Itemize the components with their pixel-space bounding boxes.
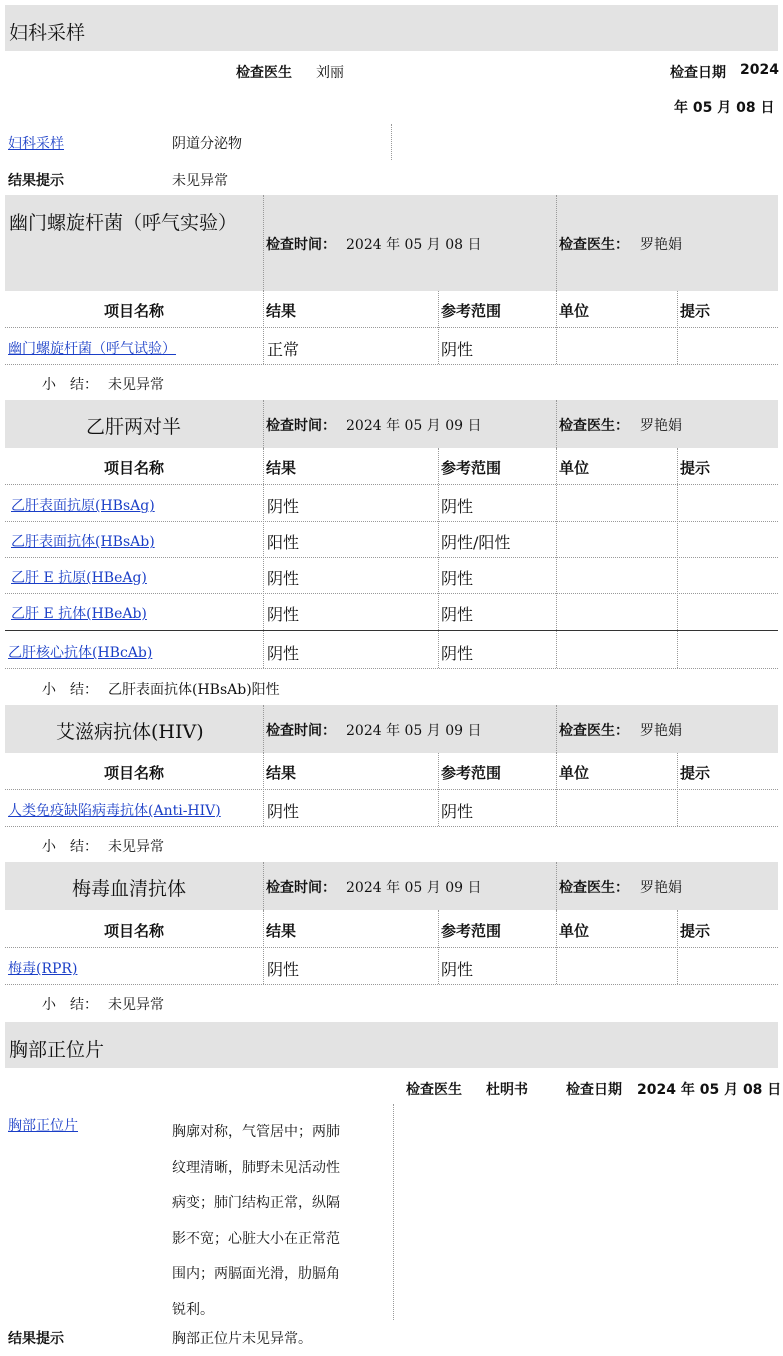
syph-col-div-4 xyxy=(677,910,678,984)
hbv-col-div-2 xyxy=(438,448,439,668)
syph-item-range: 阴性 xyxy=(441,960,474,979)
gyn-section-header xyxy=(5,5,778,51)
hbv-header-divider-2 xyxy=(556,400,557,448)
syph-header-divider-2 xyxy=(556,862,557,910)
chest-desc-line: 锐利。 xyxy=(172,1301,214,1318)
gyn-item-value: 阴道分泌物 xyxy=(172,136,242,152)
hp-col-hint: 提示 xyxy=(680,302,711,320)
hbv-item-hbcab[interactable]: 乙肝核心抗体(HBcAb) xyxy=(8,645,153,661)
hp-col-div-3 xyxy=(556,291,557,364)
hbv-time-label: 检查时间： xyxy=(266,418,336,434)
hp-header-divider-2 xyxy=(556,195,557,291)
hbv-item-hbeag[interactable]: 乙肝 E 抗原(HBeAg) xyxy=(11,570,147,586)
chest-doctor-label: 检查医生 xyxy=(406,1082,462,1098)
syph-row-line-2 xyxy=(5,984,778,985)
hp-doctor-label: 检查医生： xyxy=(559,237,629,253)
hbv-time-value: 2024 年 05 月 09 日 xyxy=(346,418,482,434)
hiv-time-value: 2024 年 05 月 09 日 xyxy=(346,723,482,739)
hiv-time-label: 检查时间： xyxy=(266,723,336,739)
hiv-section-title: 艾滋病抗体(HIV) xyxy=(56,721,204,743)
syph-doctor-label: 检查医生： xyxy=(559,880,629,896)
syph-item-link[interactable]: 梅毒(RPR) xyxy=(8,961,78,977)
hbv-col-div-4 xyxy=(677,448,678,668)
hp-item-link[interactable]: 幽门螺旋杆菌（呼气试验） xyxy=(8,341,176,357)
hbv-range-hbeag: 阴性 xyxy=(441,569,474,588)
gyn-date-rest: 年 05 月 08 日 xyxy=(674,100,775,116)
hbv-col-unit: 单位 xyxy=(559,459,590,477)
hp-time-label: 检查时间： xyxy=(266,237,336,253)
hbv-doctor-name: 罗艳娟 xyxy=(640,418,682,434)
syph-col-div-3 xyxy=(556,910,557,984)
chest-divider xyxy=(393,1104,394,1320)
hiv-col-range: 参考范围 xyxy=(441,764,502,782)
hbv-result-hbsab: 阳性 xyxy=(267,533,300,552)
hiv-item-range: 阴性 xyxy=(441,802,474,821)
hp-time-value: 2024 年 05 月 08 日 xyxy=(346,237,482,253)
syph-doctor-name: 罗艳娟 xyxy=(640,880,682,896)
gyn-section-title: 妇科采样 xyxy=(9,22,86,44)
hp-item-range: 阴性 xyxy=(441,340,474,359)
hiv-col-div-2 xyxy=(438,753,439,826)
syph-time-value: 2024 年 05 月 09 日 xyxy=(346,880,482,896)
hiv-summary-label: 小 结： xyxy=(42,839,98,855)
hp-col-div-4 xyxy=(677,291,678,364)
hp-col-name: 项目名称 xyxy=(104,302,165,320)
hbv-col-div-1 xyxy=(263,448,264,668)
chest-date-label: 检查日期 xyxy=(566,1082,622,1098)
hbv-section-title: 乙肝两对半 xyxy=(86,416,182,438)
hbv-summary-label: 小 结： xyxy=(42,682,98,698)
chest-result-label: 结果提示 xyxy=(8,1331,64,1347)
hiv-header-divider-2 xyxy=(556,705,557,753)
chest-section-header xyxy=(5,1022,778,1068)
hiv-doctor-label: 检查医生： xyxy=(559,723,629,739)
hbv-col-div-3 xyxy=(556,448,557,668)
hbv-header-divider xyxy=(263,400,264,448)
hiv-header-divider xyxy=(263,705,264,753)
syph-col-range: 参考范围 xyxy=(441,922,502,940)
hiv-summary-value: 未见异常 xyxy=(108,839,164,855)
hp-col-result: 结果 xyxy=(266,302,297,320)
syph-col-div-2 xyxy=(438,910,439,984)
hiv-item-link[interactable]: 人类免疫缺陷病毒抗体(Anti-HIV) xyxy=(8,803,221,819)
syph-col-div-1 xyxy=(263,910,264,984)
hp-section-title: 幽门螺旋杆菌（呼气实验） xyxy=(9,212,238,234)
hbv-item-hbsab[interactable]: 乙肝表面抗体(HBsAb) xyxy=(11,534,155,550)
hp-summary-label: 小 结： xyxy=(42,377,98,393)
syph-summary-label: 小 结： xyxy=(42,997,98,1013)
hiv-doctor-name: 罗艳娟 xyxy=(640,723,682,739)
gyn-result-label: 结果提示 xyxy=(8,173,64,189)
hp-col-unit: 单位 xyxy=(559,302,590,320)
chest-section-title: 胸部正位片 xyxy=(9,1039,105,1061)
hbv-row-line-solid xyxy=(5,630,778,631)
hbv-col-range: 参考范围 xyxy=(441,459,502,477)
hp-col-div-1 xyxy=(263,291,264,364)
syph-col-result: 结果 xyxy=(266,922,297,940)
hp-row-line-2 xyxy=(5,364,778,365)
hbv-range-hbsag: 阴性 xyxy=(441,497,474,516)
hiv-col-name: 项目名称 xyxy=(104,764,165,782)
hbv-result-hbeab: 阴性 xyxy=(267,605,300,624)
hp-summary-value: 未见异常 xyxy=(108,377,164,393)
hiv-row-line xyxy=(5,789,778,790)
hiv-col-hint: 提示 xyxy=(680,764,711,782)
hiv-row-line-2 xyxy=(5,826,778,827)
hp-col-range: 参考范围 xyxy=(441,302,502,320)
syph-col-unit: 单位 xyxy=(559,922,590,940)
hbv-row-line xyxy=(5,668,778,669)
gyn-result-value: 未见异常 xyxy=(172,173,228,189)
hp-item-result: 正常 xyxy=(267,340,300,359)
hiv-col-unit: 单位 xyxy=(559,764,590,782)
hiv-item-result: 阴性 xyxy=(267,802,300,821)
hiv-col-div-4 xyxy=(677,753,678,826)
syph-item-result: 阴性 xyxy=(267,960,300,979)
hbv-range-hbeab: 阴性 xyxy=(441,605,474,624)
chest-desc-line: 病变；肺门结构正常，纵隔 xyxy=(172,1195,340,1211)
syph-col-name: 项目名称 xyxy=(104,922,165,940)
gyn-doctor-name: 刘丽 xyxy=(316,65,344,81)
hbv-row-line xyxy=(5,521,778,522)
hbv-range-hbcab: 阴性 xyxy=(441,644,474,663)
hbv-col-name: 项目名称 xyxy=(104,459,165,477)
chest-desc-line: 围内；两膈面光滑，肋膈角 xyxy=(172,1266,340,1282)
syph-section-title: 梅毒血清抗体 xyxy=(72,878,187,900)
chest-result-value: 胸部正位片未见异常。 xyxy=(172,1331,312,1347)
hbv-doctor-label: 检查医生： xyxy=(559,418,629,434)
syph-summary-value: 未见异常 xyxy=(108,997,164,1013)
syph-header-divider xyxy=(263,862,264,910)
hiv-col-div-1 xyxy=(263,753,264,826)
hiv-col-div-3 xyxy=(556,753,557,826)
hbv-col-result: 结果 xyxy=(266,459,297,477)
chest-description xyxy=(172,1115,340,1328)
hp-header-divider xyxy=(263,195,264,291)
hbv-result-hbcab: 阴性 xyxy=(267,644,300,663)
chest-item-link[interactable]: 胸部正位片 xyxy=(8,1118,78,1134)
chest-date-value: 2024 年 05 月 08 日 xyxy=(637,1082,782,1098)
hp-col-div-2 xyxy=(438,291,439,364)
hbv-row-line xyxy=(5,557,778,558)
gyn-divider xyxy=(391,124,392,160)
chest-doctor-name: 杜明书 xyxy=(486,1082,528,1098)
chest-desc-line: 影不宽；心脏大小在正常范 xyxy=(172,1230,340,1247)
hbv-range-hbsab: 阴性/阳性 xyxy=(441,533,511,552)
hbv-summary-value: 乙肝表面抗体(HBsAb)阳性 xyxy=(108,682,280,698)
hp-doctor-name: 罗艳娟 xyxy=(640,237,682,253)
syph-col-hint: 提示 xyxy=(680,922,711,940)
hbv-item-hbeab[interactable]: 乙肝 E 抗体(HBeAb) xyxy=(11,606,147,622)
gyn-date-year: 2024 xyxy=(740,62,779,78)
chest-desc-line: 胸廓对称，气管居中；两肺 xyxy=(172,1124,340,1140)
gyn-doctor-label: 检查医生 xyxy=(236,65,292,81)
hbv-item-hbsag[interactable]: 乙肝表面抗原(HBsAg) xyxy=(11,498,155,514)
hiv-col-result: 结果 xyxy=(266,764,297,782)
hbv-row-line xyxy=(5,484,778,485)
hbv-col-hint: 提示 xyxy=(680,459,711,477)
gyn-item-link[interactable]: 妇科采样 xyxy=(8,136,64,152)
syph-row-line xyxy=(5,947,778,948)
syph-time-label: 检查时间： xyxy=(266,880,336,896)
hbv-result-hbeag: 阴性 xyxy=(267,569,300,588)
hp-row-line xyxy=(5,327,778,328)
hbv-row-line xyxy=(5,593,778,594)
gyn-date-label: 检查日期 xyxy=(670,65,726,81)
chest-desc-line: 纹理清晰，肺野未见活动性 xyxy=(172,1159,340,1176)
hbv-result-hbsag: 阴性 xyxy=(267,497,300,516)
